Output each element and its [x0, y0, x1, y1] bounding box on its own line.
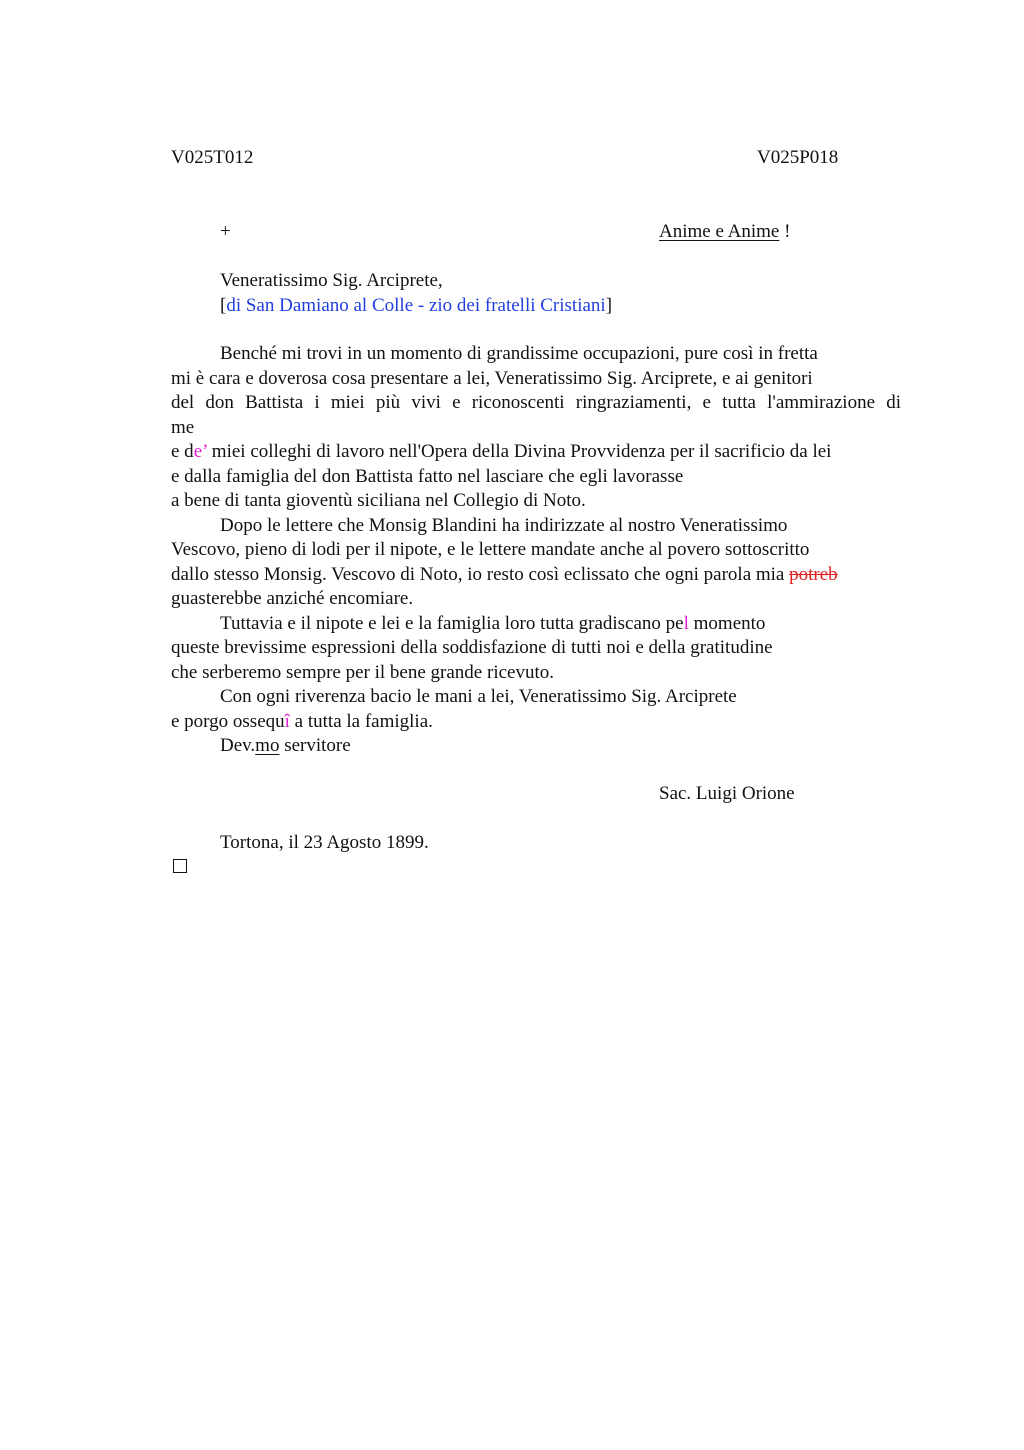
- body-line: [171, 440, 901, 465]
- superscript-abbrev: mo: [255, 735, 280, 756]
- editorial-note: [220, 294, 612, 319]
- note-bracket-close: ]: [605, 295, 613, 316]
- end-marker-box-icon: [173, 859, 187, 873]
- body-line: che serberemo sempre per il bene grande ricevuto.: [171, 661, 554, 683]
- text-fragment: miei colleghi di lavoro nell'Opera della Divina Provvidenza per il sacrificio da lei: [207, 441, 832, 462]
- text-fragment: Tuttavia e il nipote e lei e la famiglia loro tutta gradiscano pe: [220, 612, 684, 634]
- body-line: Benché mi trovi in un momento di grandissime occupazioni, pure così in fretta: [220, 343, 818, 364]
- closing-formula: [171, 734, 901, 759]
- place-date: Tortona, il 23 Agosto 1899.: [220, 832, 429, 853]
- motto: [659, 220, 790, 245]
- correction-mark: î: [284, 710, 290, 732]
- salutation: Veneratissimo Sig. Arciprete,: [220, 270, 443, 291]
- note-text: di San Damiano al Colle - zio dei fratelli Cristiani: [226, 295, 606, 316]
- body-line: e dalla famiglia del don Battista fatto nel lasciare che egli lavorasse: [171, 465, 684, 487]
- text-fragment: Dev.: [220, 735, 256, 756]
- text-fragment: a tutta la famiglia.: [289, 710, 433, 732]
- body-line: Vescovo, pieno di lodi per il nipote, e le lettere mandate anche al povero sottoscritto: [171, 539, 810, 560]
- body-line: mi è cara e doverosa cosa presentare a lei, Veneratissimo Sig. Arciprete, e ai genitori: [171, 367, 813, 389]
- document-code-left: V025T012: [171, 147, 254, 168]
- text-fragment: dallo stesso Monsig. Vescovo di Noto, io resto così eclissato che ogni parola mia: [171, 563, 790, 585]
- text-fragment: e porgo ossequ: [171, 710, 285, 732]
- document-code-right: V025P018: [757, 147, 839, 168]
- note-bracket-open: [: [220, 295, 227, 316]
- text-fragment: momento: [688, 612, 766, 634]
- letter-body: [171, 342, 901, 759]
- body-line: Con ogni riverenza bacio le mani a lei, Veneratissimo Sig. Arciprete: [220, 686, 737, 707]
- body-line: [171, 563, 901, 588]
- body-line: guasterebbe anziché encomiare.: [171, 588, 414, 609]
- body-line: [171, 710, 901, 735]
- correction-mark: l: [683, 612, 689, 634]
- body-line: me: [171, 416, 195, 438]
- motto-exclamation: !: [779, 221, 791, 242]
- deleted-word: potreb: [789, 563, 838, 585]
- body-line: del don Battista i miei più vivi e riconoscenti ringraziamenti, e tutta l'ammirazione di: [171, 392, 901, 413]
- body-line: [171, 612, 901, 637]
- body-line: queste brevissime espressioni della soddisfazione di tutti noi e della gratitudine: [171, 637, 773, 658]
- signature: Sac. Luigi Orione: [659, 783, 795, 804]
- body-line: a bene di tanta gioventù siciliana nel Collegio di Noto.: [171, 490, 586, 511]
- text-fragment: servitore: [279, 735, 351, 756]
- correction-mark: e’: [193, 441, 208, 462]
- text-fragment: e d: [171, 441, 194, 462]
- cross-symbol: +: [220, 221, 231, 242]
- motto-underlined: Anime e Anime: [659, 221, 780, 242]
- body-line: Dopo le lettere che Monsig Blandini ha indirizzate al nostro Veneratissimo: [220, 514, 788, 536]
